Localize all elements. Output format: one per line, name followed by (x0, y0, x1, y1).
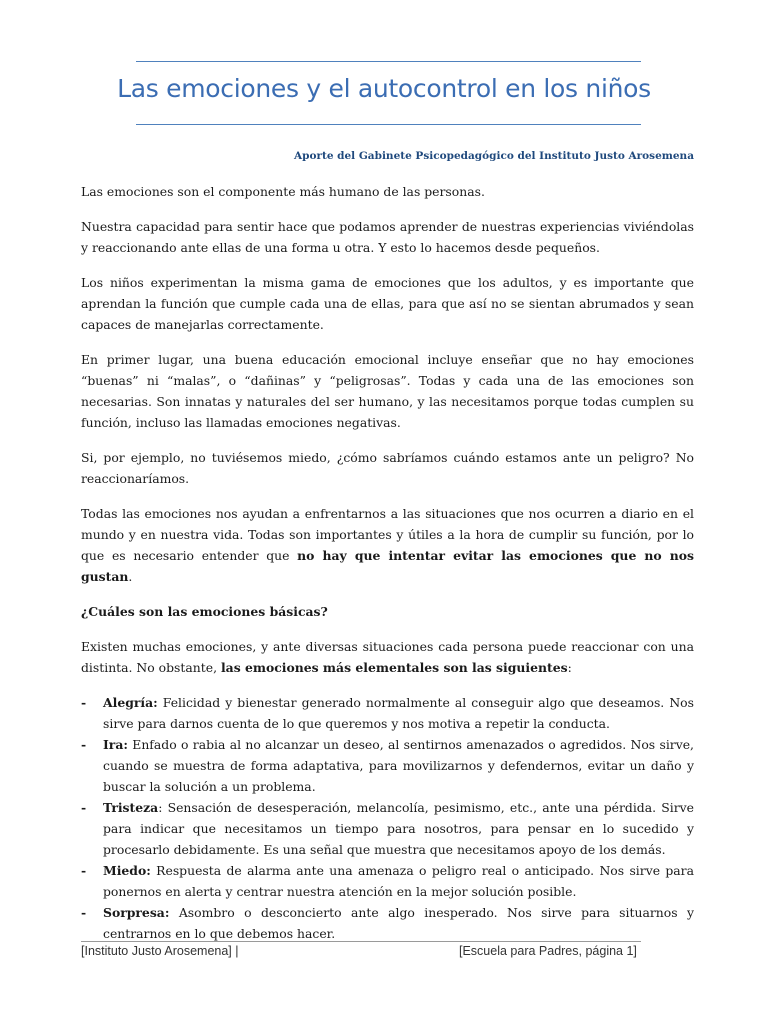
footer-right: [Escuela para Padres, página 1] (459, 944, 637, 958)
paragraph-text-end: . (128, 569, 133, 584)
page-title: Las emociones y el autocontrol en los niños (117, 74, 651, 103)
emotion-description: Respuesta de alarma ante una amenaza o peligro real o anticipado. Nos sirve para ponernos en alerta y centrar nuestra atención en la mejor solución posible. (103, 863, 694, 899)
footer-rule (81, 941, 641, 942)
list-dash: - (81, 737, 87, 752)
list-dash: - (81, 800, 87, 815)
paragraph (81, 503, 694, 587)
list-item-miedo (81, 860, 694, 902)
title-rule-top (136, 61, 641, 62)
paragraph (81, 636, 694, 678)
emotion-name: Miedo: (103, 863, 151, 878)
document-body (81, 181, 694, 944)
emotion-name: Sorpresa: (103, 905, 170, 920)
title-rule-bottom (136, 124, 641, 125)
document-subtitle: Aporte del Gabinete Psicopedagógico del Instituto Justo Arosemena (293, 150, 694, 162)
section-heading: ¿Cuáles son las emociones básicas? (81, 604, 328, 619)
paragraph: Si, por ejemplo, no tuviésemos miedo, ¿cómo sabríamos cuándo estamos ante un peligro? No reaccionaríamos. (81, 450, 694, 486)
list-item-alegria (81, 692, 694, 734)
paragraph: En primer lugar, una buena educación emocional incluye enseñar que no hay emociones “buenas” ni “malas”, o “dañinas” y “peligrosas”. Todas y cada una de las emociones son necesarias. Son innatas y naturales del ser humano, y las necesitamos porque todas cumplen su función, incluso las llamadas emociones negativas. (81, 352, 694, 430)
list-item-sorpresa (81, 902, 694, 944)
paragraph-text: Existen muchas emociones, y ante diversas situaciones cada persona puede reaccionar con una distinta. No obstante, (81, 639, 694, 675)
emotion-list (81, 692, 694, 944)
paragraph: Nuestra capacidad para sentir hace que podamos aprender de nuestras experiencias viviéndolas y reaccionando ante ellas de una forma u otra. Y esto lo hacemos desde pequeños. (81, 219, 694, 255)
emotion-description: Asombro o desconcierto ante algo inesperado. Nos sirve para situarnos y centrarnos en lo que debemos hacer. (103, 905, 694, 941)
emotion-name: Tristeza (103, 800, 159, 815)
emotion-description: Enfado o rabia al no alcanzar un deseo, al sentirnos amenazados o agredidos. Nos sirve, cuando se muestra de forma adaptativa, para movilizarnos y defendernos, evitar un daño y buscar la solución a un problema. (103, 737, 694, 794)
paragraph: Los niños experimentan la misma gama de emociones que los adultos, y es importante que aprendan la función que cumple cada una de ellas, para que así no se sientan abrumados y sean capaces de manejarlas correctamente. (81, 275, 694, 332)
list-item-tristeza (81, 797, 694, 860)
emotion-description: Felicidad y bienestar generado normalmente al conseguir algo que deseamos. Nos sirve para darnos cuenta de lo que queremos y nos motiva a repetir la conducta. (103, 695, 694, 731)
emotion-name: Alegría: (103, 695, 158, 710)
emotion-description: : Sensación de desesperación, melancolía, pesimismo, etc., ante una pérdida. Sirve para indicar que necesitamos un tiempo para nosotros, para pensar en lo sucedido y procesarlo debidamente. Es una señal que muestra que necesitamos apoyo de los demás. (103, 800, 694, 857)
list-dash: - (81, 695, 87, 710)
emotion-name: Ira: (103, 737, 128, 752)
paragraph-emphasis: no hay que intentar evitar las emociones que no nos gustan (81, 548, 694, 584)
paragraph-text: Todas las emociones nos ayudan a enfrentarnos a las situaciones que nos ocurren a diario en el mundo y en nuestra vida. Todas son importantes y útiles a la hora de cumplir su función, por lo que es necesario entender que (81, 506, 694, 563)
paragraph-text-end: : (567, 660, 572, 675)
list-item-ira (81, 734, 694, 797)
list-dash: - (81, 863, 87, 878)
paragraph-emphasis: las emociones más elementales son las siguientes (220, 660, 568, 675)
footer-left: [Instituto Justo Arosemena] | (81, 944, 239, 958)
list-dash: - (81, 905, 87, 920)
paragraph: Las emociones son el componente más humano de las personas. (81, 184, 485, 199)
